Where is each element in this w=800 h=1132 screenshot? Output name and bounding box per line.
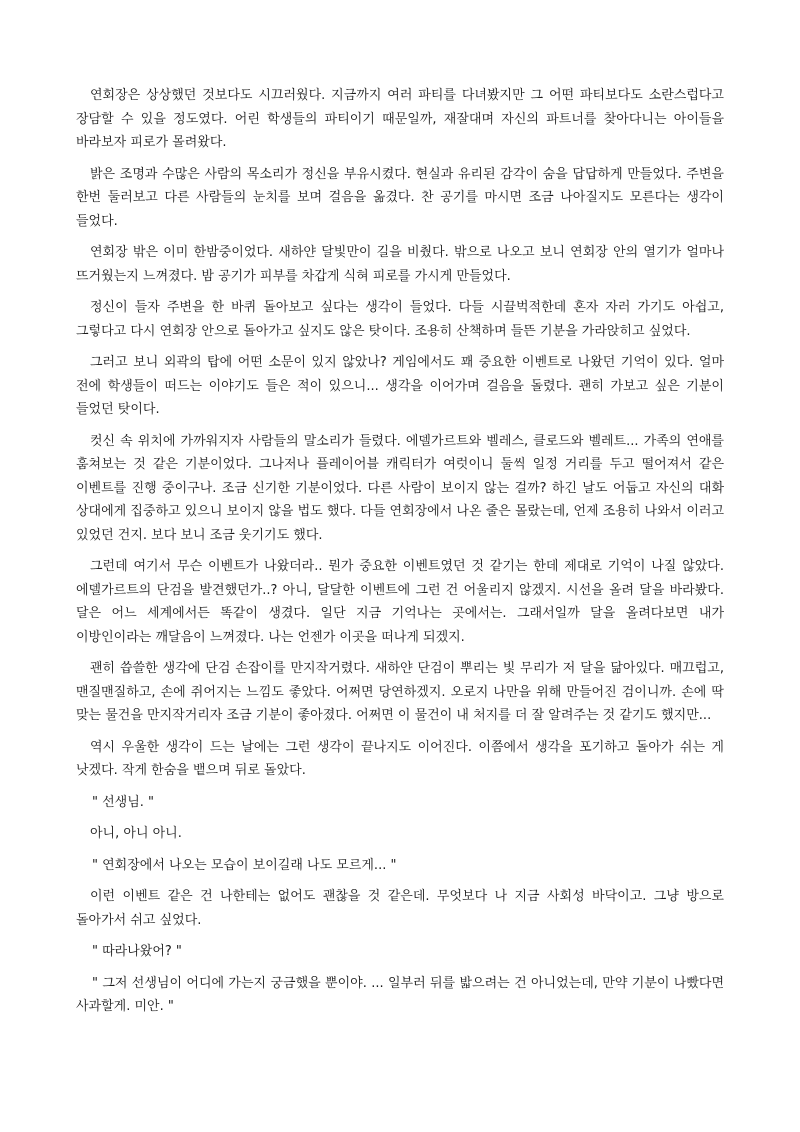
- document-body: [76, 84, 724, 1027]
- paragraph: 역시 우울한 생각이 드는 날에는 그런 생각이 끝나지도 이어진다. 이쯤에서 생각을 포기하고 돌아가 쉬는 게 낫겠다. 작게 한숨을 뱉으며 뒤로 돌았다.: [76, 739, 724, 778]
- paragraph: 밝은 조명과 수많은 사람의 목소리가 정신을 부유시켰다. 현실과 유리된 감각이 숨을 답답하게 만들었다. 주변을 한번 둘러보고 다른 사람들의 눈치를 보며 걸음을 옮겼다. 찬 공기를 마시면 조금 나아질지도 모른다는 생각이 들었다.: [76, 166, 724, 229]
- paragraph: 정신이 들자 주변을 한 바퀴 돌아보고 싶다는 생각이 들었다. 다들 시끌벅적한데 혼자 자러 가기도 아쉽고, 그렇다고 다시 연회장 안으로 돌아가고 싶지도 않은 탓이다. 조용히 산책하며 들뜬 기분을 가라앉히고 싶었다.: [76, 300, 724, 339]
- dialogue-line: " 그저 선생님이 어디에 가는지 궁금했을 뿐이야. ... 일부러 뒤를 밟으려는 건 아니었는데, 만약 기분이 나빴다면 사과할게. 미안. ": [76, 975, 724, 1014]
- dialogue-line: " 선생님. ": [92, 794, 155, 810]
- paragraph: 이런 이벤트 같은 건 나한테는 없어도 괜찮을 것 같은데. 무엇보다 나 지금 사회성 바닥이고. 그냥 방으로 돌아가서 쉬고 싶었다.: [76, 889, 724, 928]
- paragraph: 그러고 보니 외곽의 탑에 어떤 소문이 있지 않았나? 게임에서도 꽤 중요한 이벤트로 나왔던 기억이 있다. 얼마 전에 학생들이 떠드는 이야기도 들은 적이 있으니... 생각을 이어가며 걸음을 돌렸다. 괜히 가보고 싶은 기분이 들었던 탓이다.: [76, 355, 724, 417]
- paragraph: 괜히 씁쓸한 생각에 단검 손잡이를 만지작거렸다. 새하얀 단검이 뿌리는 빛 무리가 저 달을 닮아있다. 매끄럽고, 맨질맨질하고, 손에 쥐어지는 느낌도 좋았다. 어쩌면 당연하겠지. 오로지 나만을 위해 만들어진 검이니까. 손에 딱 맞는 물건을 만지작거리자 조금 기분이 좋아졌다. 어쩌면 이 물건이 내 처지를 더 잘 알려주는 것 같기도 했지만...: [76, 661, 724, 723]
- paragraph: 연회장 밖은 이미 한밤중이었다. 새하얀 달빛만이 길을 비췄다. 밖으로 나오고 보니 연회장 안의 열기가 얼마나 뜨거웠는지 느껴졌다. 밤 공기가 피부를 차갑게 식혀 피로를 가시게 만들었다.: [76, 245, 724, 284]
- paragraph: 연회장은 상상했던 것보다도 시끄러웠다. 지금까지 여러 파티를 다녀봤지만 그 어떤 파티보다도 소란스럽다고 장담할 수 있을 정도였다. 어린 학생들의 파티이기 때문일까, 재잘대며 자신의 파트너를 찾아다니는 아이들을 바라보자 피로가 몰려왔다.: [76, 88, 724, 150]
- dialogue-line: " 따라나왔어? ": [92, 944, 182, 959]
- paragraph: 컷신 속 위치에 가까워지자 사람들의 말소리가 들렸다. 에델가르트와 벨레스, 클로드와 벨레트... 가족의 연애를 훔쳐보는 것 같은 기분이었다. 그나저나 플레이어블 캐릭터가 여럿이니 둘씩 일정 거리를 두고 떨어져서 같은 이벤트를 진행 중이구나. 조금 신기한 기분이었다. 다른 사람이 보이지 않는 걸까? 하긴 날도 어둡고 자신의 대화 상대에게 집중하고 있으니 보이지 않을 법도 했다. 다들 연회장에서 나온 줄은 몰랐는데, 언제 조용히 나와서 이러고 있었던 건지. 보다 보니 조금 웃기기도 했다.: [76, 433, 724, 543]
- dialogue-line: " 연회장에서 나오는 모습이 보이길래 나도 모르게... ": [92, 857, 397, 873]
- paragraph: 그런데 여기서 무슨 이벤트가 나왔더라.. 뭔가 중요한 이벤트였던 것 같기는 한데 제대로 기억이 나질 않았다. 에델가르트의 단검을 발견했던가..? 아니, 달달한 이벤트에 그런 건 어울리지 않겠지. 시선을 올려 달을 바라봤다. 달은 어느 세계에서든 똑같이 생겼다. 일단 지금 기억나는 곳에서는. 그래서일까 달을 올려다보면 내가 이방인이라는 깨달음이 느껴졌다. 나는 언젠가 이곳을 떠나게 되겠지.: [76, 559, 724, 645]
- paragraph: 아니, 아니 아니.: [90, 826, 182, 841]
